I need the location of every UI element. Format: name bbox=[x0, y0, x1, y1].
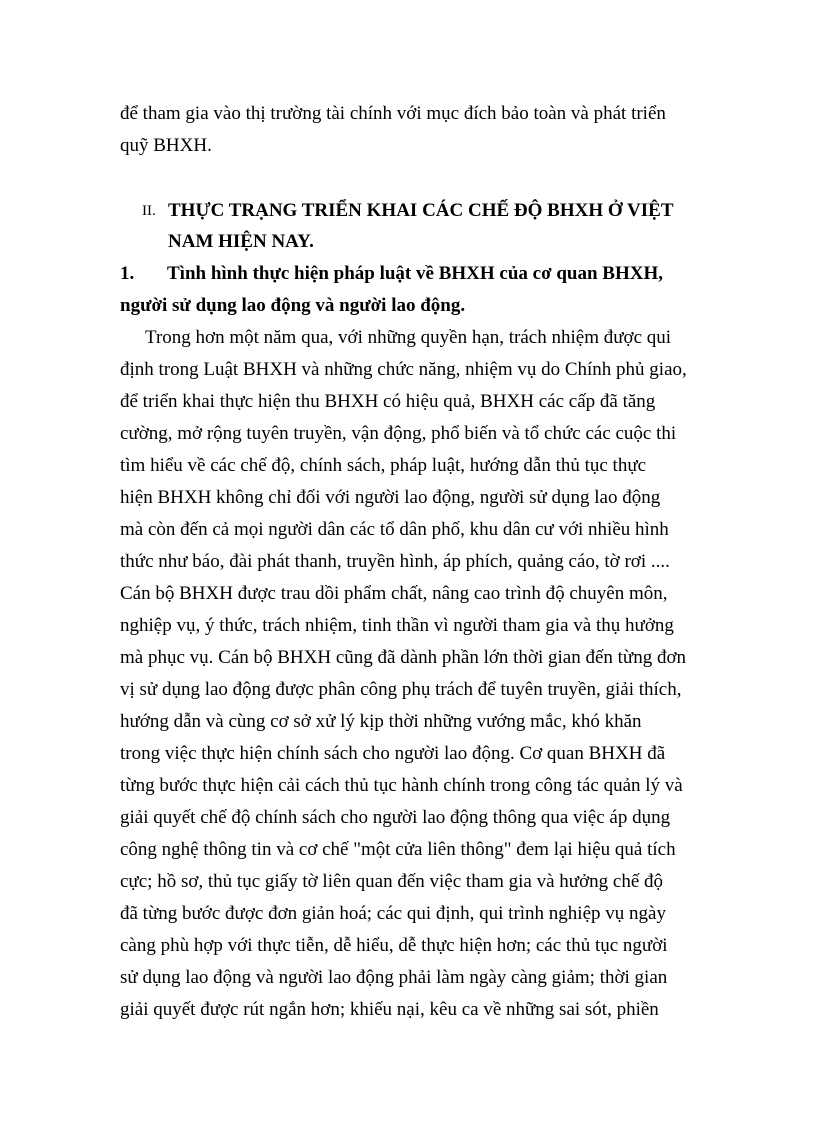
body-line: từng bước thực hiện cải cách thủ tục hành chính trong công tác quản lý và bbox=[120, 775, 683, 796]
body-line: để triển khai thực hiện thu BHXH có hiệu quả, BHXH các cấp đã tăng bbox=[120, 391, 656, 412]
body-line: Cán bộ BHXH được trau dồi phẩm chất, nâng cao trình độ chuyên môn, bbox=[120, 583, 668, 604]
body-line: giải quyết chế độ chính sách cho người lao động thông qua việc áp dụng bbox=[120, 807, 671, 828]
body-line: vị sử dụng lao động được phân công phụ trách để tuyên truyền, giải thích, bbox=[120, 679, 682, 700]
body-line: trong việc thực hiện chính sách cho người lao động. Cơ quan BHXH đã bbox=[120, 743, 666, 764]
body-line: thức như báo, đài phát thanh, truyền hình, áp phích, quảng cáo, tờ rơi .... bbox=[120, 551, 670, 572]
subsection-title-line-1: Tình hình thực hiện pháp luật về BHXH của cơ quan BHXH, bbox=[167, 263, 664, 284]
body-line: cực; hồ sơ, thủ tục giấy tờ liên quan đến việc tham gia và hưởng chế độ bbox=[120, 871, 664, 892]
body-line: sử dụng lao động và người lao động phải làm ngày càng giảm; thời gian bbox=[120, 967, 668, 988]
body-line: càng phù hợp với thực tiễn, dễ hiểu, dễ thực hiện hơn; các thủ tục người bbox=[120, 935, 668, 956]
subsection-number: 1. bbox=[120, 263, 135, 284]
intro-line-2: quỹ BHXH. bbox=[120, 135, 212, 156]
section-number: II. bbox=[142, 203, 156, 219]
body-line: cường, mở rộng tuyên truyền, vận động, phổ biến và tổ chức các cuộc thi bbox=[120, 423, 677, 444]
body-line: định trong Luật BHXH và những chức năng, nhiệm vụ do Chính phủ giao, bbox=[120, 359, 687, 380]
subsection-title-line-2: người sử dụng lao động và người lao động. bbox=[120, 295, 466, 316]
section-title-line-2: NAM HIỆN NAY. bbox=[168, 231, 314, 252]
body-line: tìm hiểu về các chế độ, chính sách, pháp luật, hướng dẫn thủ tục thực bbox=[120, 455, 647, 476]
body-line: đã từng bước được đơn giản hoá; các qui định, qui trình nghiệp vụ ngày bbox=[120, 903, 666, 924]
body-line: công nghệ thông tin và cơ chế "một cửa liên thông" đem lại hiệu quả tích bbox=[120, 839, 676, 860]
body-line: giải quyết được rút ngắn hơn; khiếu nại, kêu ca về những sai sót, phiền bbox=[120, 999, 659, 1020]
section-title-line-1: THỰC TRẠNG TRIỂN KHAI CÁC CHẾ ĐỘ BHXH Ở VIỆT bbox=[168, 200, 674, 221]
body-line: Trong hơn một năm qua, với những quyền hạn, trách nhiệm được qui bbox=[145, 327, 672, 348]
body-line: hiện BHXH không chỉ đối với người lao động, người sử dụng lao động bbox=[120, 487, 661, 508]
body-line: mà còn đến cả mọi người dân các tổ dân phố, khu dân cư với nhiều hình bbox=[120, 519, 669, 540]
body-line: mà phục vụ. Cán bộ BHXH cũng đã dành phần lớn thời gian đến từng đơn bbox=[120, 647, 687, 668]
body-line: nghiệp vụ, ý thức, trách nhiệm, tinh thần vì người tham gia và thụ hưởng bbox=[120, 615, 674, 636]
body-line: hướng dẫn và cùng cơ sở xử lý kịp thời những vướng mắc, khó khăn bbox=[120, 711, 642, 732]
intro-line-1: để tham gia vào thị trường tài chính với mục đích bảo toàn và phát triển bbox=[120, 103, 666, 124]
